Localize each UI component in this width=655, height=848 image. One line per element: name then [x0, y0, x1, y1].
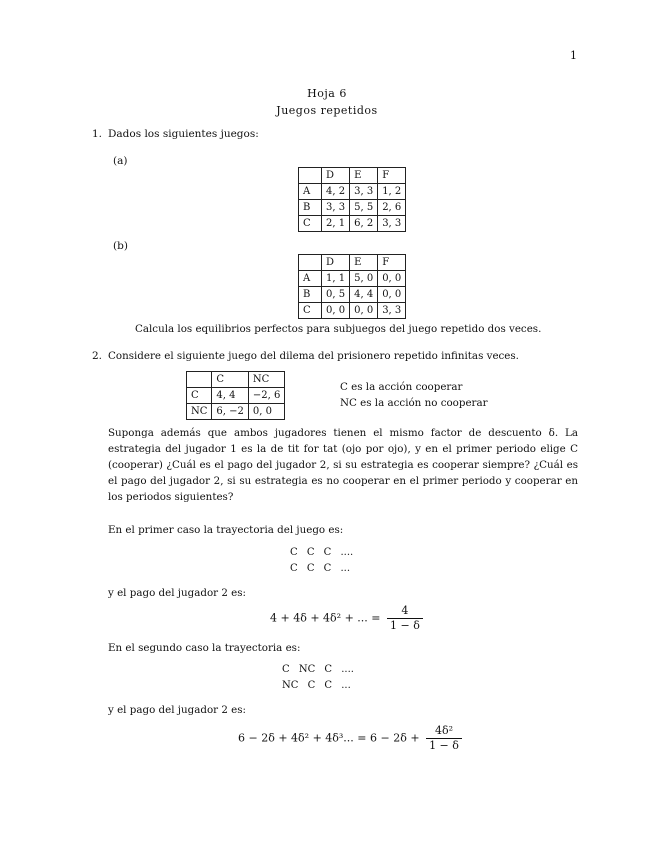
table-cell: 2, 1	[322, 216, 350, 232]
table-cell: 3, 3	[350, 184, 378, 200]
fraction-numerator: 4	[387, 604, 423, 619]
table-cell: 4, 2	[322, 184, 350, 200]
table-cell: F	[378, 255, 406, 271]
table-cell: 0, 0	[248, 404, 284, 420]
equation-1-lhs: 4 + 4δ + 4δ² + ... =	[270, 611, 381, 625]
table-cell: E	[350, 168, 378, 184]
table-cell: 0, 0	[378, 287, 406, 303]
table-cell: F	[378, 168, 406, 184]
trajectory-1-row-2: C C C ...	[290, 563, 351, 574]
equation-2	[238, 724, 462, 753]
table-row	[299, 216, 406, 232]
table-cell: 6, −2	[212, 404, 248, 420]
equation-2-lhs: 6 − 2δ + 4δ² + 4δ³... = 6 − 2δ +	[238, 731, 420, 745]
table-cell: 1, 1	[322, 271, 350, 287]
table-cell: A	[299, 271, 322, 287]
q1-text: Dados los siguientes juegos:	[108, 128, 259, 140]
payoff-table-a	[298, 167, 406, 232]
table-cell: 2, 6	[378, 200, 406, 216]
equation-1-fraction	[387, 604, 423, 633]
legend-cooperate: C es la acción cooperar	[340, 381, 463, 393]
table-header-row	[187, 372, 285, 388]
legend-not-cooperate: NC es la acción no cooperar	[340, 397, 488, 409]
table-header-row	[299, 168, 406, 184]
fraction-denominator: 1 − δ	[429, 739, 459, 752]
table-cell: 1, 2	[378, 184, 406, 200]
first-case-text: En el primer caso la trayectoria del juego es:	[108, 524, 344, 536]
page-title: Hoja 6	[307, 87, 347, 100]
table-cell: C	[299, 216, 322, 232]
trajectory-2-row-2: NC C C ...	[282, 680, 351, 691]
q1-number: 1.	[92, 128, 103, 140]
table-row	[299, 303, 406, 319]
second-case-text: En el segundo caso la trayectoria es:	[108, 642, 301, 654]
table-cell: 0, 5	[322, 287, 350, 303]
table-cell	[299, 168, 322, 184]
table-cell: 3, 3	[322, 200, 350, 216]
table-cell	[187, 372, 212, 388]
fraction-denominator: 1 − δ	[389, 619, 420, 632]
table-row	[187, 404, 285, 420]
q1-b-label: (b)	[113, 240, 128, 252]
table-row	[299, 184, 406, 200]
table-cell: NC	[187, 404, 212, 420]
table-cell: 0, 0	[350, 303, 378, 319]
table-cell: E	[350, 255, 378, 271]
table-cell: C	[212, 372, 248, 388]
equation-1	[270, 604, 423, 633]
page-subtitle: Juegos repetidos	[276, 104, 378, 117]
table-cell: D	[322, 168, 350, 184]
table-cell: 5, 0	[350, 271, 378, 287]
payoff-table-b	[298, 254, 406, 319]
table-row	[299, 271, 406, 287]
page-number: 1	[570, 49, 577, 62]
trajectory-2-row-1: C NC C ....	[282, 664, 354, 675]
payoff-table-pd	[186, 371, 285, 420]
table-row	[299, 287, 406, 303]
payoff-intro-2: y el pago del jugador 2 es:	[108, 704, 247, 716]
table-cell: 0, 0	[322, 303, 350, 319]
table-cell: C	[187, 388, 212, 404]
table-cell: C	[299, 303, 322, 319]
table-cell: 0, 0	[378, 271, 406, 287]
payoff-intro-1: y el pago del jugador 2 es:	[108, 587, 247, 599]
table-cell: A	[299, 184, 322, 200]
table-cell: 3, 3	[378, 216, 406, 232]
trajectory-1-row-1: C C C ....	[290, 547, 354, 558]
q2-number: 2.	[92, 350, 103, 362]
table-cell	[299, 255, 322, 271]
table-cell: 4, 4	[212, 388, 248, 404]
q2-paragraph: Suponga además que ambos jugadores tienen el mismo factor de descuento δ. La estrategia del jugador 1 es la de tit for tat (ojo por ojo), y en el primer periodo elige C (cooperar) ¿Cuál es el pago del jugador 2, si su estrategia es cooperar siempre? ¿Cuál es el pago del jugador 2, si su estrategia es no cooperar en el primer periodo y cooperar en los periodos siguientes?	[108, 427, 578, 503]
table-cell: NC	[248, 372, 284, 388]
q1-footer: Calcula los equilibrios perfectos para subjuegos del juego repetido dos veces.	[135, 323, 542, 335]
q2-text: Considere el siguiente juego del dilema del prisionero repetido infinitas veces.	[108, 350, 519, 362]
table-cell: 4, 4	[350, 287, 378, 303]
table-cell: B	[299, 200, 322, 216]
table-row	[187, 388, 285, 404]
table-row	[299, 200, 406, 216]
table-cell: 5, 5	[350, 200, 378, 216]
fraction-numerator: 4δ²	[426, 724, 462, 739]
table-header-row	[299, 255, 406, 271]
q1-a-label: (a)	[113, 155, 128, 167]
table-cell: 6, 2	[350, 216, 378, 232]
table-cell: 3, 3	[378, 303, 406, 319]
table-cell: B	[299, 287, 322, 303]
table-cell: −2, 6	[248, 388, 284, 404]
table-cell: D	[322, 255, 350, 271]
equation-2-fraction	[426, 724, 462, 753]
